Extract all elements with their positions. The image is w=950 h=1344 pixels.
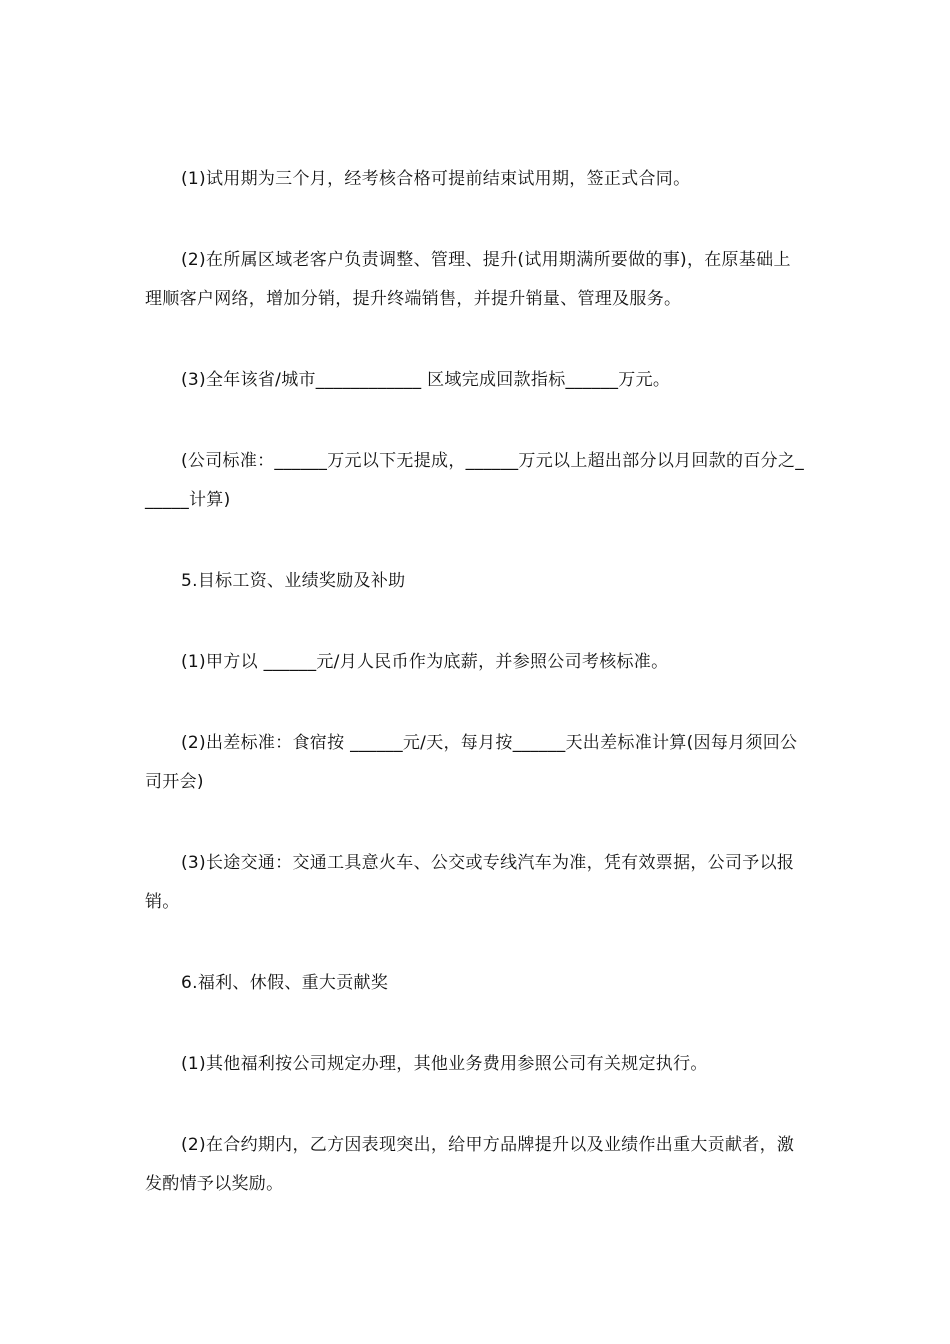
paragraph-annual-target: (3)全年该省/城市____________ 区域完成回款指标______万元。 bbox=[181, 370, 671, 390]
paragraph-spacer bbox=[145, 601, 805, 643]
section-heading-benefits: 6.福利、休假、重大贡献奖 bbox=[181, 973, 389, 993]
paragraph-spacer bbox=[145, 682, 805, 724]
paragraph-major-contribution: (2)在合约期内，乙方因表现突出，给甲方品牌提升以及业绩作出重大贡献者，激发酌情予以奖励。 bbox=[145, 1135, 795, 1194]
paragraph-probation-period: (1)试用期为三个月，经考核合格可提前结束试用期，签正式合同。 bbox=[181, 169, 691, 189]
paragraph-spacer bbox=[145, 1003, 805, 1045]
paragraph-spacer bbox=[145, 319, 805, 361]
paragraph-spacer bbox=[145, 802, 805, 844]
paragraph-spacer bbox=[145, 199, 805, 241]
paragraph-other-benefits: (1)其他福利按公司规定办理，其他业务费用参照公司有关规定执行。 bbox=[181, 1054, 708, 1074]
document-body bbox=[145, 160, 805, 1204]
paragraph-spacer bbox=[145, 922, 805, 964]
paragraph-client-management: (2)在所属区域老客户负责调整、管理、提升(试用期满所要做的事)，在原基础上理顺客户网络，增加分销，提升终端销售，并提升销量、管理及服务。 bbox=[145, 250, 791, 309]
paragraph-company-standard: (公司标准：______万元以下无提成，______万元以上超出部分以月回款的百分之______计算) bbox=[145, 451, 805, 510]
paragraph-long-distance-transport: (3)长途交通：交通工具意火车、公交或专线汽车为准，凭有效票据，公司予以报销。 bbox=[145, 853, 795, 912]
paragraph-travel-standard: (2)出差标准：食宿按 ______元/天，每月按______天出差标准计算(因每月须回公司开会) bbox=[145, 733, 798, 792]
section-heading-salary: 5.目标工资、业绩奖励及补助 bbox=[181, 571, 406, 591]
paragraph-spacer bbox=[145, 1084, 805, 1126]
paragraph-spacer bbox=[145, 520, 805, 562]
paragraph-spacer bbox=[145, 400, 805, 442]
paragraph-base-salary: (1)甲方以 ______元/月人民币作为底薪，并参照公司考核标准。 bbox=[181, 652, 669, 672]
